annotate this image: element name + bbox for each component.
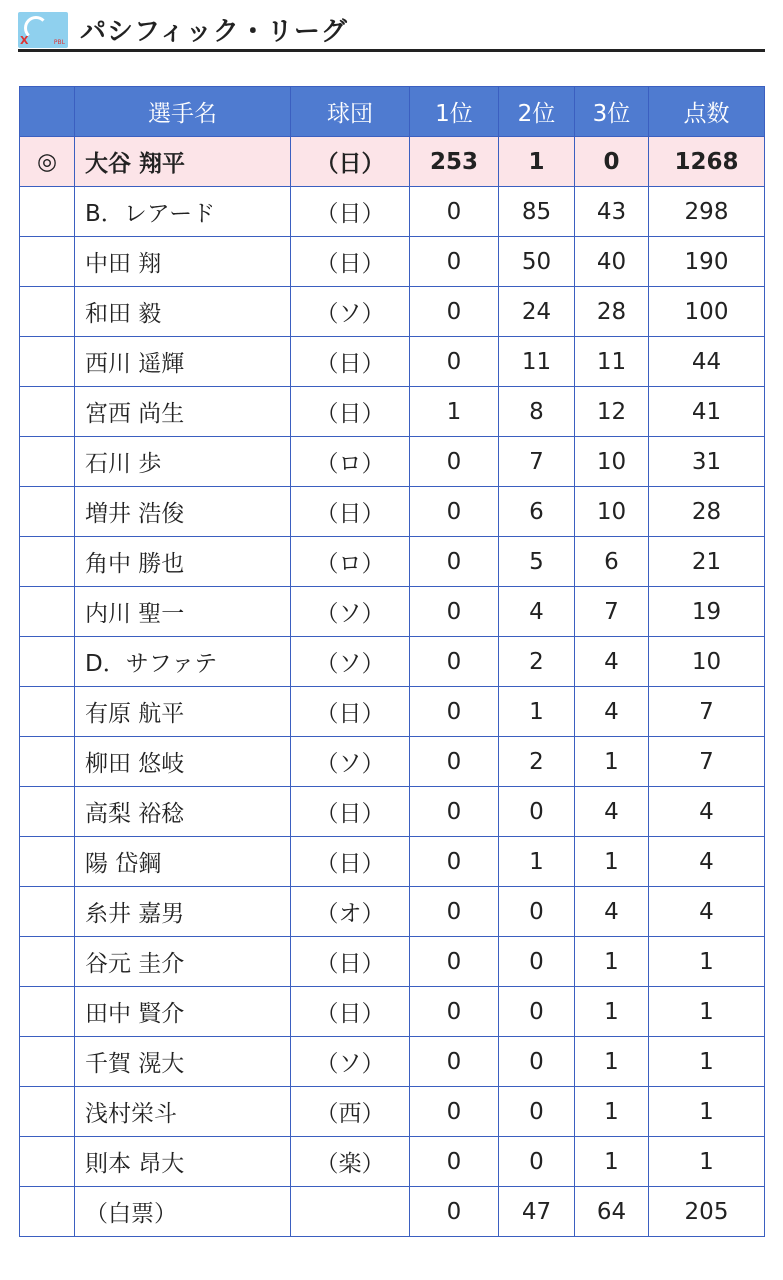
points: 4: [649, 837, 765, 887]
team: [291, 1187, 410, 1237]
player-name: 高梨 裕稔: [75, 787, 291, 837]
second-place-votes: 4: [499, 587, 575, 637]
second-place-votes: 0: [499, 1137, 575, 1187]
points: 205: [649, 1187, 765, 1237]
table-row: [20, 987, 765, 1037]
table-row: [20, 437, 765, 487]
points: 100: [649, 287, 765, 337]
table-row: [20, 237, 765, 287]
second-place-votes: 2: [499, 737, 575, 787]
table-row: [20, 387, 765, 437]
table-row: [20, 1087, 765, 1137]
third-place-votes: 4: [575, 687, 649, 737]
second-place-votes: 0: [499, 1087, 575, 1137]
row-mark: [20, 337, 75, 387]
table-row: [20, 1137, 765, 1187]
team: （日）: [291, 687, 410, 737]
third-place-votes: 6: [575, 537, 649, 587]
team: （オ）: [291, 887, 410, 937]
player-name: 則本 昂大: [75, 1137, 291, 1187]
first-place-votes: 253: [410, 137, 499, 187]
player-name: 和田 毅: [75, 287, 291, 337]
player-name: （白票）: [75, 1187, 291, 1237]
points: 298: [649, 187, 765, 237]
player-name: 糸井 嘉男: [75, 887, 291, 937]
third-place-votes: 1: [575, 937, 649, 987]
third-place-votes: 1: [575, 1037, 649, 1087]
first-place-votes: 0: [410, 687, 499, 737]
player-name: 大谷 翔平: [75, 137, 291, 187]
pbl-logo-icon: X PBL: [18, 12, 68, 48]
row-mark: [20, 487, 75, 537]
player-name: 増井 浩俊: [75, 487, 291, 537]
page-title: パシフィック・リーグ: [80, 17, 348, 47]
points: 1: [649, 1087, 765, 1137]
second-place-votes: 11: [499, 337, 575, 387]
column-header-points: 点数: [649, 87, 765, 137]
player-name: 田中 賢介: [75, 987, 291, 1037]
second-place-votes: 7: [499, 437, 575, 487]
player-name: 谷元 圭介: [75, 937, 291, 987]
table-row: [20, 637, 765, 687]
first-place-votes: 0: [410, 1087, 499, 1137]
second-place-votes: 0: [499, 937, 575, 987]
points: 21: [649, 537, 765, 587]
player-name: 浅村栄斗: [75, 1087, 291, 1137]
team: （日）: [291, 237, 410, 287]
player-name: 柳田 悠岐: [75, 737, 291, 787]
first-place-votes: 0: [410, 1137, 499, 1187]
team: （西）: [291, 1087, 410, 1137]
points: 1: [649, 937, 765, 987]
first-place-votes: 1: [410, 387, 499, 437]
second-place-votes: 85: [499, 187, 575, 237]
column-header-mark: [20, 87, 75, 137]
table-row: [20, 187, 765, 237]
first-place-votes: 0: [410, 887, 499, 937]
team: （日）: [291, 937, 410, 987]
second-place-votes: 1: [499, 837, 575, 887]
column-header-first: 1位: [410, 87, 499, 137]
column-header-third: 3位: [575, 87, 649, 137]
player-name: 角中 勝也: [75, 537, 291, 587]
second-place-votes: 2: [499, 637, 575, 687]
second-place-votes: 1: [499, 687, 575, 737]
first-place-votes: 0: [410, 287, 499, 337]
second-place-votes: 8: [499, 387, 575, 437]
third-place-votes: 1: [575, 837, 649, 887]
points: 7: [649, 687, 765, 737]
points: 4: [649, 787, 765, 837]
first-place-votes: 0: [410, 837, 499, 887]
table-header-row: [20, 87, 765, 137]
team: （ロ）: [291, 437, 410, 487]
row-mark: [20, 237, 75, 287]
points: 1: [649, 987, 765, 1037]
third-place-votes: 1: [575, 1137, 649, 1187]
team: （楽）: [291, 1137, 410, 1187]
vote-results-table: [19, 86, 765, 1237]
player-name: 陽 岱鋼: [75, 837, 291, 887]
second-place-votes: 6: [499, 487, 575, 537]
third-place-votes: 28: [575, 287, 649, 337]
team: （日）: [291, 487, 410, 537]
first-place-votes: 0: [410, 787, 499, 837]
third-place-votes: 0: [575, 137, 649, 187]
row-mark: [20, 787, 75, 837]
player-name: 有原 航平: [75, 687, 291, 737]
points: 7: [649, 737, 765, 787]
second-place-votes: 0: [499, 887, 575, 937]
third-place-votes: 40: [575, 237, 649, 287]
row-mark: [20, 1087, 75, 1137]
player-name: 西川 遥輝: [75, 337, 291, 387]
second-place-votes: 1: [499, 137, 575, 187]
points: 1: [649, 1137, 765, 1187]
table-row: [20, 487, 765, 537]
team: （日）: [291, 337, 410, 387]
points: 28: [649, 487, 765, 537]
player-name: 石川 歩: [75, 437, 291, 487]
first-place-votes: 0: [410, 337, 499, 387]
second-place-votes: 50: [499, 237, 575, 287]
team: （ロ）: [291, 537, 410, 587]
table-row: [20, 737, 765, 787]
table-row: [20, 887, 765, 937]
second-place-votes: 0: [499, 987, 575, 1037]
table-row: [20, 587, 765, 637]
team: （日）: [291, 137, 410, 187]
player-name: 中田 翔: [75, 237, 291, 287]
table-row: [20, 537, 765, 587]
second-place-votes: 0: [499, 787, 575, 837]
row-mark: [20, 737, 75, 787]
team: （日）: [291, 387, 410, 437]
player-name: B．レアード: [75, 187, 291, 237]
third-place-votes: 4: [575, 887, 649, 937]
row-mark: [20, 887, 75, 937]
team: （日）: [291, 187, 410, 237]
first-place-votes: 0: [410, 737, 499, 787]
row-mark: [20, 687, 75, 737]
first-place-votes: 0: [410, 187, 499, 237]
second-place-votes: 47: [499, 1187, 575, 1237]
table-row: [20, 937, 765, 987]
points: 19: [649, 587, 765, 637]
team: （ソ）: [291, 637, 410, 687]
points: 190: [649, 237, 765, 287]
table-row: [20, 787, 765, 837]
row-mark: [20, 637, 75, 687]
table-row: [20, 337, 765, 387]
row-mark: [20, 1037, 75, 1087]
row-mark: [20, 1137, 75, 1187]
team: （日）: [291, 987, 410, 1037]
team: （日）: [291, 837, 410, 887]
second-place-votes: 5: [499, 537, 575, 587]
column-header-player: 選手名: [75, 87, 291, 137]
points: 10: [649, 637, 765, 687]
player-name: D．サファテ: [75, 637, 291, 687]
third-place-votes: 10: [575, 487, 649, 537]
row-mark: [20, 837, 75, 887]
row-mark: [20, 387, 75, 437]
winner-mark: ◎: [20, 137, 75, 187]
row-mark: [20, 537, 75, 587]
table-row: [20, 687, 765, 737]
third-place-votes: 7: [575, 587, 649, 637]
row-mark: [20, 187, 75, 237]
points: 31: [649, 437, 765, 487]
row-mark: [20, 987, 75, 1037]
first-place-votes: 0: [410, 937, 499, 987]
table-row: [20, 1187, 765, 1237]
team: （日）: [291, 787, 410, 837]
third-place-votes: 11: [575, 337, 649, 387]
third-place-votes: 1: [575, 1087, 649, 1137]
points: 44: [649, 337, 765, 387]
points: 4: [649, 887, 765, 937]
player-name: 千賀 滉大: [75, 1037, 291, 1087]
team: （ソ）: [291, 1037, 410, 1087]
table-row: [20, 837, 765, 887]
third-place-votes: 10: [575, 437, 649, 487]
first-place-votes: 0: [410, 637, 499, 687]
column-header-team: 球団: [291, 87, 410, 137]
third-place-votes: 4: [575, 637, 649, 687]
first-place-votes: 0: [410, 987, 499, 1037]
second-place-votes: 24: [499, 287, 575, 337]
team: （ソ）: [291, 737, 410, 787]
player-name: 内川 聖一: [75, 587, 291, 637]
row-mark: [20, 287, 75, 337]
first-place-votes: 0: [410, 437, 499, 487]
first-place-votes: 0: [410, 587, 499, 637]
player-name: 宮西 尚生: [75, 387, 291, 437]
third-place-votes: 43: [575, 187, 649, 237]
row-mark: [20, 937, 75, 987]
team: （ソ）: [291, 287, 410, 337]
points: 1: [649, 1037, 765, 1087]
third-place-votes: 64: [575, 1187, 649, 1237]
table-row: [20, 1037, 765, 1087]
first-place-votes: 0: [410, 1037, 499, 1087]
first-place-votes: 0: [410, 237, 499, 287]
table-row: [20, 287, 765, 337]
row-mark: [20, 1187, 75, 1237]
winner-row: [20, 137, 765, 187]
column-header-second: 2位: [499, 87, 575, 137]
first-place-votes: 0: [410, 1187, 499, 1237]
row-mark: [20, 437, 75, 487]
points: 1268: [649, 137, 765, 187]
third-place-votes: 12: [575, 387, 649, 437]
page-header: [18, 10, 765, 52]
third-place-votes: 4: [575, 787, 649, 837]
third-place-votes: 1: [575, 737, 649, 787]
team: （ソ）: [291, 587, 410, 637]
first-place-votes: 0: [410, 487, 499, 537]
second-place-votes: 0: [499, 1037, 575, 1087]
points: 41: [649, 387, 765, 437]
third-place-votes: 1: [575, 987, 649, 1037]
row-mark: [20, 587, 75, 637]
first-place-votes: 0: [410, 537, 499, 587]
